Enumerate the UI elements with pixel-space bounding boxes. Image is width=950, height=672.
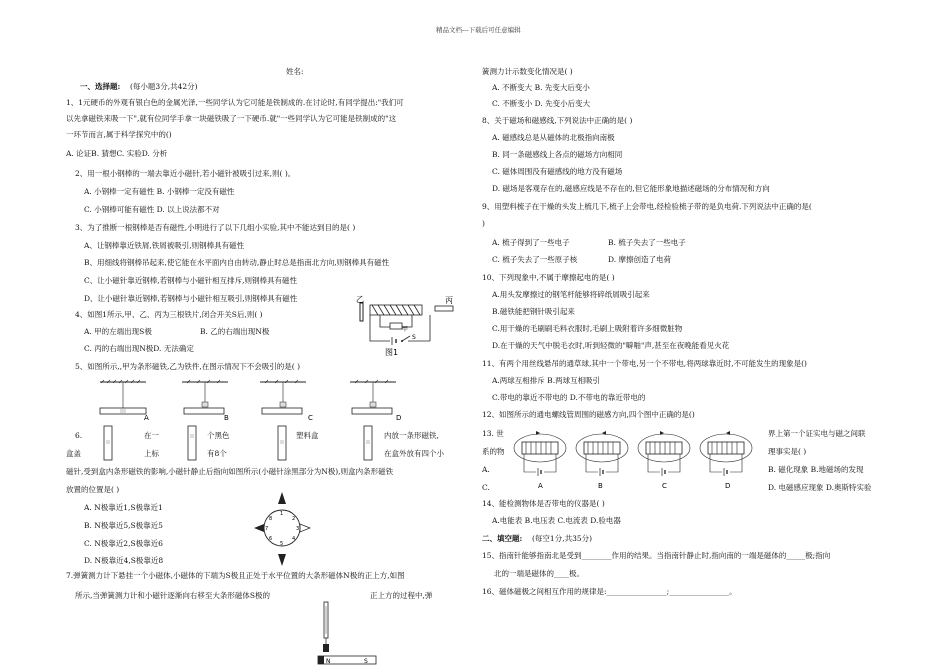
q2-stem: 2、用一根小钢棒的一端去靠近小磁针,若小磁针被吸引过来,则( )。 (75, 169, 296, 178)
q8-option-b: B. 同一条磁感线上各点的磁场方向相同 (492, 150, 623, 159)
fig1-caption: 图1 (385, 348, 399, 357)
q13-line2a: 系的物 (482, 447, 505, 456)
q12-stem: 12、如图所示的通电螺线管周围的磁感方向,四个图中正确的是() (482, 410, 695, 419)
q7-options-cd: C. 不断变小 D. 先变小后变大 (492, 99, 591, 108)
q5-figures (98, 380, 418, 425)
q14-stem: 14、能检测物体是否带电的仪器是( ) (482, 499, 605, 508)
q9-option-d: D. 摩擦创造了电荷 (608, 255, 672, 264)
q3-stem: 3、为了推断一根钢棒是否有磁性,小明进行了以下几组小实验,其中不能达到目的是( ) (75, 223, 356, 232)
q7-line2b: 正上方的过程中,弹 (370, 591, 433, 600)
q5-setup-a (100, 380, 146, 414)
q6-text-tail: 内放一条形磁铁, (384, 431, 439, 440)
q6-option-c: C. N极靠近2,S极靠近6 (84, 539, 163, 548)
q9-stem: 9、用塑料梳子在干燥的头发上梳几下,梳子上会带电,经检验梳子带的是负电荷.下列说法中正确的是( (482, 202, 812, 211)
q6-option-b: B. N极靠近5,S极靠近5 (84, 521, 163, 530)
q5-setup-b (182, 380, 228, 414)
dial-number-3: 3 (296, 526, 300, 532)
q9-option-b: B. 梳子失去了一些电子 (608, 238, 686, 247)
q13-stem-tail: 界上第一个证实电与磁之间联 (768, 429, 866, 438)
q6-text-box: 盒盖 (66, 449, 81, 458)
fig1-label-bing: 丙 (445, 296, 453, 305)
q7-spring-scale-figure (318, 600, 378, 668)
q5-label-c: C (308, 414, 313, 422)
q1-options: A. 论证B. 猜想C. 实验D. 分析 (66, 149, 168, 158)
q5-label-b: B (224, 414, 229, 422)
q16-stem: 16、磁体磁极之间相互作用的规律是:________________;________________。 (482, 587, 737, 596)
q12-solenoid-figures (512, 424, 757, 492)
q5-label-a: A (144, 414, 149, 422)
q13-option-d: D. 电磁感应现象 D.奥斯特实验 (768, 483, 872, 492)
name-label: 姓名: (286, 67, 304, 76)
compass-needle-left (254, 524, 264, 532)
solenoid-c (638, 431, 690, 476)
q5-setup-c (260, 380, 306, 414)
page-header: 精品文档---下载后可任意编辑 (436, 26, 521, 34)
q6-text-tail2: 在盒外放有四个小 (384, 449, 444, 458)
q11-stem: 11、有两个用丝线悬吊的通草球,其中一个带电,另一个不带电,将两球靠近时,不可能发生的现象是() (482, 359, 807, 368)
fig1-label-yi: 乙 (356, 295, 364, 304)
dial-number-5: 5 (280, 541, 284, 547)
q7-options-ab: A. 不断变大 B. 先变大后变小 (492, 83, 590, 92)
q10-option-b: B.磁铁能把钢针吸引起来 (492, 307, 575, 316)
q12-label-a: A (538, 482, 543, 490)
q8-option-c: C. 磁体周围没有磁感线的地方没有磁场 (492, 167, 623, 176)
q12-label-b: B (598, 482, 603, 490)
q5-stem: 5、如图所示,,甲为条形磁铁,乙为铁件,在图示情况下不会吸引的是( ) (75, 362, 301, 371)
q3-option-b: B、用细线将钢棒吊起来,使它能在水平面内自由转动,静止时总是指南北方向,则钢棒具有磁性 (84, 258, 390, 267)
q4-stem: 4、如图1所示,甲、乙、丙为三根铁片,闭合开关S后,则( ) (75, 310, 263, 319)
q9-option-a: A. 梳子得到了一些电子 (492, 238, 570, 247)
q13-number: 13. 世 (482, 429, 504, 438)
q10-option-a: A.用头发摩擦过的钢笔杆能够将碎纸屑吸引起来 (492, 290, 650, 299)
section2-note: (每空1分,共35分) (532, 534, 593, 543)
q7-magnet-s-label: S (364, 658, 368, 665)
solenoid-b (576, 431, 628, 476)
q6-vertical-bars (100, 424, 400, 464)
q13-option-c: C. (482, 483, 490, 492)
q9-option-c: C. 梳子失去了一些原子核 (492, 255, 578, 264)
q6-text-shang: 上标 (144, 449, 159, 458)
q11-options-ab: A.两球互相排斥 B.两球互相吸引 (492, 376, 601, 385)
q6-text-zai: 在一 (144, 431, 159, 440)
q15-line2: 北的一端是磁体的____极。 (494, 569, 584, 578)
q8-option-a: A. 磁感线总是从磁体的北极指向南极 (492, 133, 615, 142)
q10-option-d: D.在干燥的天气中脱毛衣时,听到轻微的"噼啪"声,甚至在夜晚能看见火花 (492, 341, 730, 350)
dial-number-7: 7 (265, 526, 269, 532)
q1-line1: 1、1元硬币的外观有银白色的金属光泽,一些同学认为它可能是铁制成的.在讨论时,有同学提出:"我们可 (66, 98, 404, 107)
q10-stem: 10、下列现象中,不属于摩擦起电的是( ) (482, 273, 615, 282)
q6-option-d: D. N极靠近4,S极靠近8 (84, 556, 164, 565)
q12-label-c: C (662, 482, 667, 490)
q2-options-cd: C. 小钢棒可能有磁性 D. 以上说法都不对 (84, 205, 220, 214)
q15-line1: 15、指南针能够指南北是受到________作用的结果。当指南针静止时,指向南的一端是磁体的_____极;指向 (482, 551, 831, 560)
q13-line2b: 理事实是( ) (768, 447, 807, 456)
q6-line4: 放置的位置是( ) (66, 485, 120, 494)
q5-label-d: D (396, 414, 402, 422)
q7-magnet-n-label: N (326, 658, 331, 665)
figure-1-circuit (340, 293, 470, 357)
fig1-label-jia: 甲 (402, 326, 409, 333)
q13-option-a: A. (482, 465, 490, 474)
q3-option-d: D、让小磁针靠近钢棒,若钢棒与小磁针相互吸引,则钢棒具有磁性 (84, 294, 298, 303)
q7-line1: 7.弹簧测力计下悬挂一个小磁体,小磁体的下端为S极且正处于水平位置的大条形磁体N极的正上方,如图 (66, 571, 405, 580)
q9-close: ) (482, 219, 485, 228)
q4-option-a: A. 甲的左端出现S极 (84, 327, 152, 336)
q6-text-black: 个黑色 (207, 431, 230, 440)
q6-compass-figure (252, 490, 312, 568)
compass-needle-right (300, 524, 310, 532)
q4-options-cd: C. 丙的右端出现N极D. 无法确定 (84, 344, 194, 353)
section1-title: 一、选择题: (80, 82, 121, 91)
q11-options-cd: C.带电的靠近不带电的 D.不带电的靠近带电的 (492, 393, 646, 402)
q6-text-plastic: 塑料盒 (296, 431, 319, 440)
q13-option-b: B. 磁化现象 B.地磁场的发现 (768, 465, 864, 474)
dial-number-6: 6 (269, 536, 273, 542)
solenoid-a (514, 431, 566, 476)
fig1-label-s: S (412, 334, 416, 341)
q6-number: 6. (75, 431, 83, 440)
compass-needle-bottom (278, 554, 286, 566)
q6-text-you: 有8个 (207, 449, 227, 458)
dial-number-4: 4 (292, 536, 296, 542)
q3-option-c: C、让小磁针靠近钢棒,若钢棒与小磁针相互排斥,则钢棒具有磁性 (84, 276, 298, 285)
q6-line3: 磁针,受到盒内条形磁铁的影响,小磁针静止后指向如图所示(小磁针涂黑部分为N极),则盒内条形磁铁 (66, 467, 394, 476)
q7-continued: 簧测力计示数变化情况是( ) (482, 67, 573, 76)
q14-options: A.电能表 B.电压表 C.电流表 D.验电器 (492, 516, 621, 525)
q4-option-b: B. 乙的右端出现N极 (200, 327, 270, 336)
solenoid-d (700, 431, 752, 476)
q3-option-a: A、让钢棒靠近铁屑,铁屑被吸引,则钢棒具有磁性 (84, 241, 245, 250)
section2-title: 二、填空题: (482, 534, 523, 543)
q8-option-d: D. 磁场是客观存在的,磁感应线是不存在的,但它能形象地描述磁场的分布情况和方向 (492, 184, 770, 193)
q6-option-a: A. N极靠近1,S极靠近1 (84, 503, 163, 512)
compass-needle-top (278, 492, 286, 504)
q10-option-c: C.用干燥的毛刷刷毛料衣服时,毛刷上吸附着许多细微脏物 (492, 324, 683, 333)
dial-number-2: 2 (292, 516, 296, 522)
q1-line3: 一环节而言,属于科学探究中的() (66, 130, 172, 139)
dial-number-1: 1 (280, 511, 284, 517)
q12-label-d: D (725, 482, 731, 490)
section1-note: (每小题3分,共42分) (130, 82, 198, 91)
q1-line2: 以先拿磁铁来吸一下",就有位同学手拿一块磁铁吸了一下硬币.就"一些同学认为它可能是铁制成的"这 (66, 114, 397, 123)
dial-number-8: 8 (269, 516, 273, 522)
q8-stem: 8、关于磁场和磁感线,下列说法中正确的是( ) (482, 116, 633, 125)
q5-setup-d (350, 380, 396, 414)
q2-options-ab: A. 小钢棒一定有磁性 B. 小钢棒一定没有磁性 (84, 187, 235, 196)
q7-line2: 所示,当弹簧测力计和小磁针逐渐向右移至大条形磁体S极的 (75, 591, 271, 600)
